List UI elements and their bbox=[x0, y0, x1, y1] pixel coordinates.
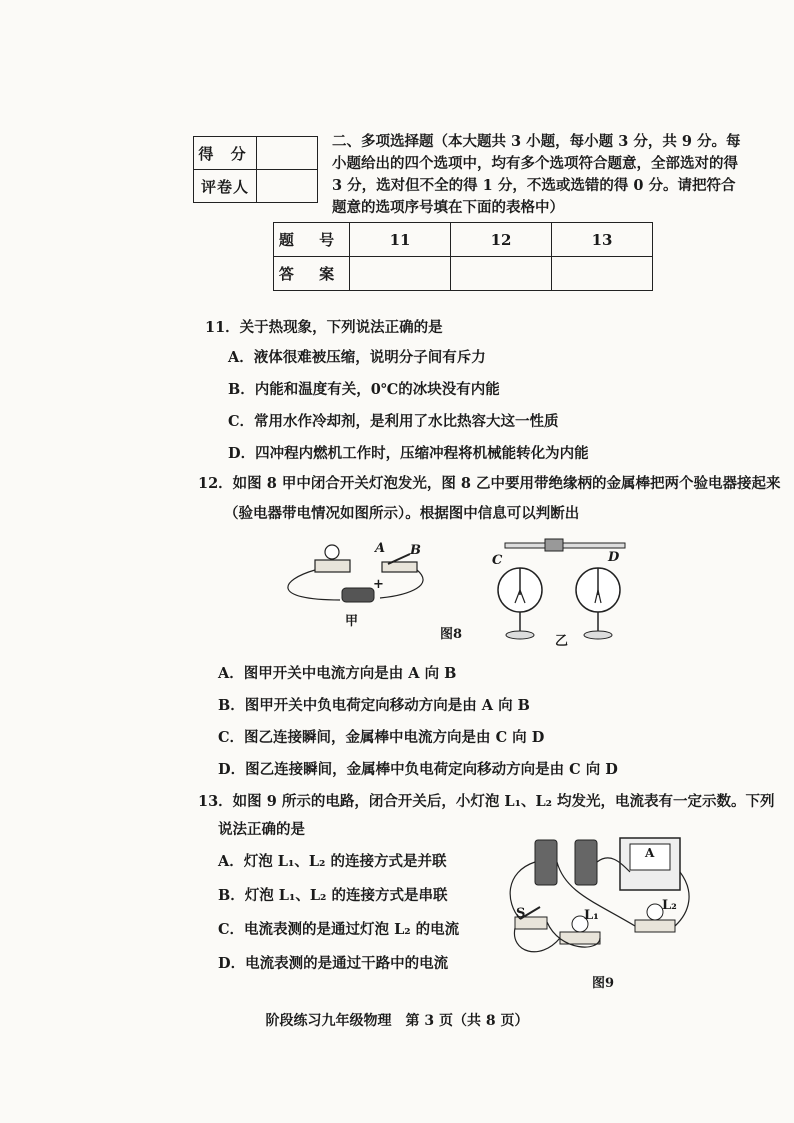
question-13-option-c[interactable]: C．电流表测的是通过灯泡 L₂ 的电流 bbox=[218, 921, 460, 938]
answer-table-number-13: 13 bbox=[552, 223, 653, 257]
score-box bbox=[193, 136, 318, 203]
figure-8-label-yi: 乙 bbox=[555, 634, 569, 649]
lamp-l2-bulb-icon bbox=[647, 904, 663, 920]
figure-8-plus: + bbox=[373, 577, 384, 592]
question-11-option-b[interactable]: B．内能和温度有关，0℃的冰块没有内能 bbox=[228, 381, 500, 398]
answer-table bbox=[273, 222, 653, 291]
lamp-base bbox=[315, 560, 350, 572]
question-12-stem: 12．如图 8 甲中闭合开关灯泡发光，图 8 乙中要用带绝缘柄的金属棒把两个验电器接起来 bbox=[198, 475, 781, 492]
insulated-handle bbox=[545, 539, 563, 551]
lamp-l2-base bbox=[635, 920, 675, 932]
question-11-option-c[interactable]: C．常用水作冷却剂，是利用了水比热容大这一性质 bbox=[228, 413, 559, 430]
battery-icon bbox=[342, 588, 374, 602]
question-13-stem: 13．如图 9 所示的电路，闭合开关后，小灯泡 L₁、L₂ 均发光，电流表有一定示数。下列 bbox=[198, 793, 775, 810]
question-12-stem-2: （验电器带电情况如图所示）。根据图中信息可以判断出 bbox=[224, 505, 580, 522]
question-13-stem-2: 说法正确的是 bbox=[218, 821, 305, 838]
answer-table-number-12: 12 bbox=[451, 223, 552, 257]
figure-9-label-l2: L₂ bbox=[662, 898, 677, 913]
battery-cell-1 bbox=[535, 840, 557, 885]
score-label: 得 分 bbox=[194, 137, 257, 170]
figure-9-label-l1: L₁ bbox=[584, 908, 599, 923]
figure-8-label-b: B bbox=[410, 543, 421, 558]
page-footer: 阶段练习九年级物理 第 3 页（共 8 页） bbox=[265, 1013, 529, 1029]
question-13-option-a[interactable]: A．灯泡 L₁、L₂ 的连接方式是并联 bbox=[218, 853, 447, 870]
question-11-option-a[interactable]: A．液体很难被压缩，说明分子间有斥力 bbox=[228, 349, 486, 366]
answer-table-number-11: 11 bbox=[350, 223, 451, 257]
lamp-bulb-icon bbox=[325, 545, 339, 559]
battery-cell-2 bbox=[575, 840, 597, 885]
question-11-stem: 11．关于热现象，下列说法正确的是 bbox=[205, 319, 443, 336]
question-13-option-b[interactable]: B．灯泡 L₁、L₂ 的连接方式是串联 bbox=[218, 887, 448, 904]
answer-table-header-label: 题 号 bbox=[274, 223, 350, 257]
grader-cell bbox=[257, 170, 318, 203]
figure-8-label-a: A bbox=[375, 541, 386, 556]
answer-cell-13[interactable] bbox=[552, 257, 653, 291]
score-cell bbox=[257, 137, 318, 170]
question-13-option-d[interactable]: D．电流表测的是通过干路中的电流 bbox=[218, 955, 449, 972]
question-12-option-b[interactable]: B．图甲开关中负电荷定向移动方向是由 A 向 B bbox=[218, 697, 530, 714]
answer-cell-12[interactable] bbox=[451, 257, 552, 291]
grader-label: 评卷人 bbox=[194, 170, 257, 203]
figure-9-meter-label: A bbox=[645, 846, 655, 860]
question-11-option-d[interactable]: D．四冲程内燃机工作时，压缩冲程将机械能转化为内能 bbox=[228, 445, 589, 462]
section-heading: 二、多项选择题（本大题共 3 小题，每小题 3 分，共 9 分。每小题给出的四个选项中，均有多个选项符合题意，全部选对的得 3 分，选对但不全的得 1 分，不选或选错的得 0 分。请把符合题意的选项序号填在下面的表格中） bbox=[332, 133, 741, 216]
question-12-option-a[interactable]: A．图甲开关中电流方向是由 A 向 B bbox=[218, 665, 457, 682]
question-12-option-c[interactable]: C．图乙连接瞬间，金属棒中电流方向是由 C 向 D bbox=[218, 729, 545, 746]
figure-8-caption: 图8 bbox=[440, 627, 463, 642]
figure-8-label-jia: 甲 bbox=[345, 614, 359, 629]
answer-table-answer-label: 答 案 bbox=[274, 257, 350, 291]
switch-base bbox=[382, 562, 417, 572]
figure-9-label-s: S bbox=[516, 906, 526, 921]
figure-8-label-c: C bbox=[492, 553, 503, 568]
figure-8-label-d: D bbox=[608, 550, 620, 565]
question-12-option-d[interactable]: D．图乙连接瞬间，金属棒中负电荷定向移动方向是由 C 向 D bbox=[218, 761, 618, 778]
answer-cell-11[interactable] bbox=[350, 257, 451, 291]
metal-rod bbox=[505, 543, 625, 548]
figure-9-caption: 图9 bbox=[592, 976, 615, 991]
